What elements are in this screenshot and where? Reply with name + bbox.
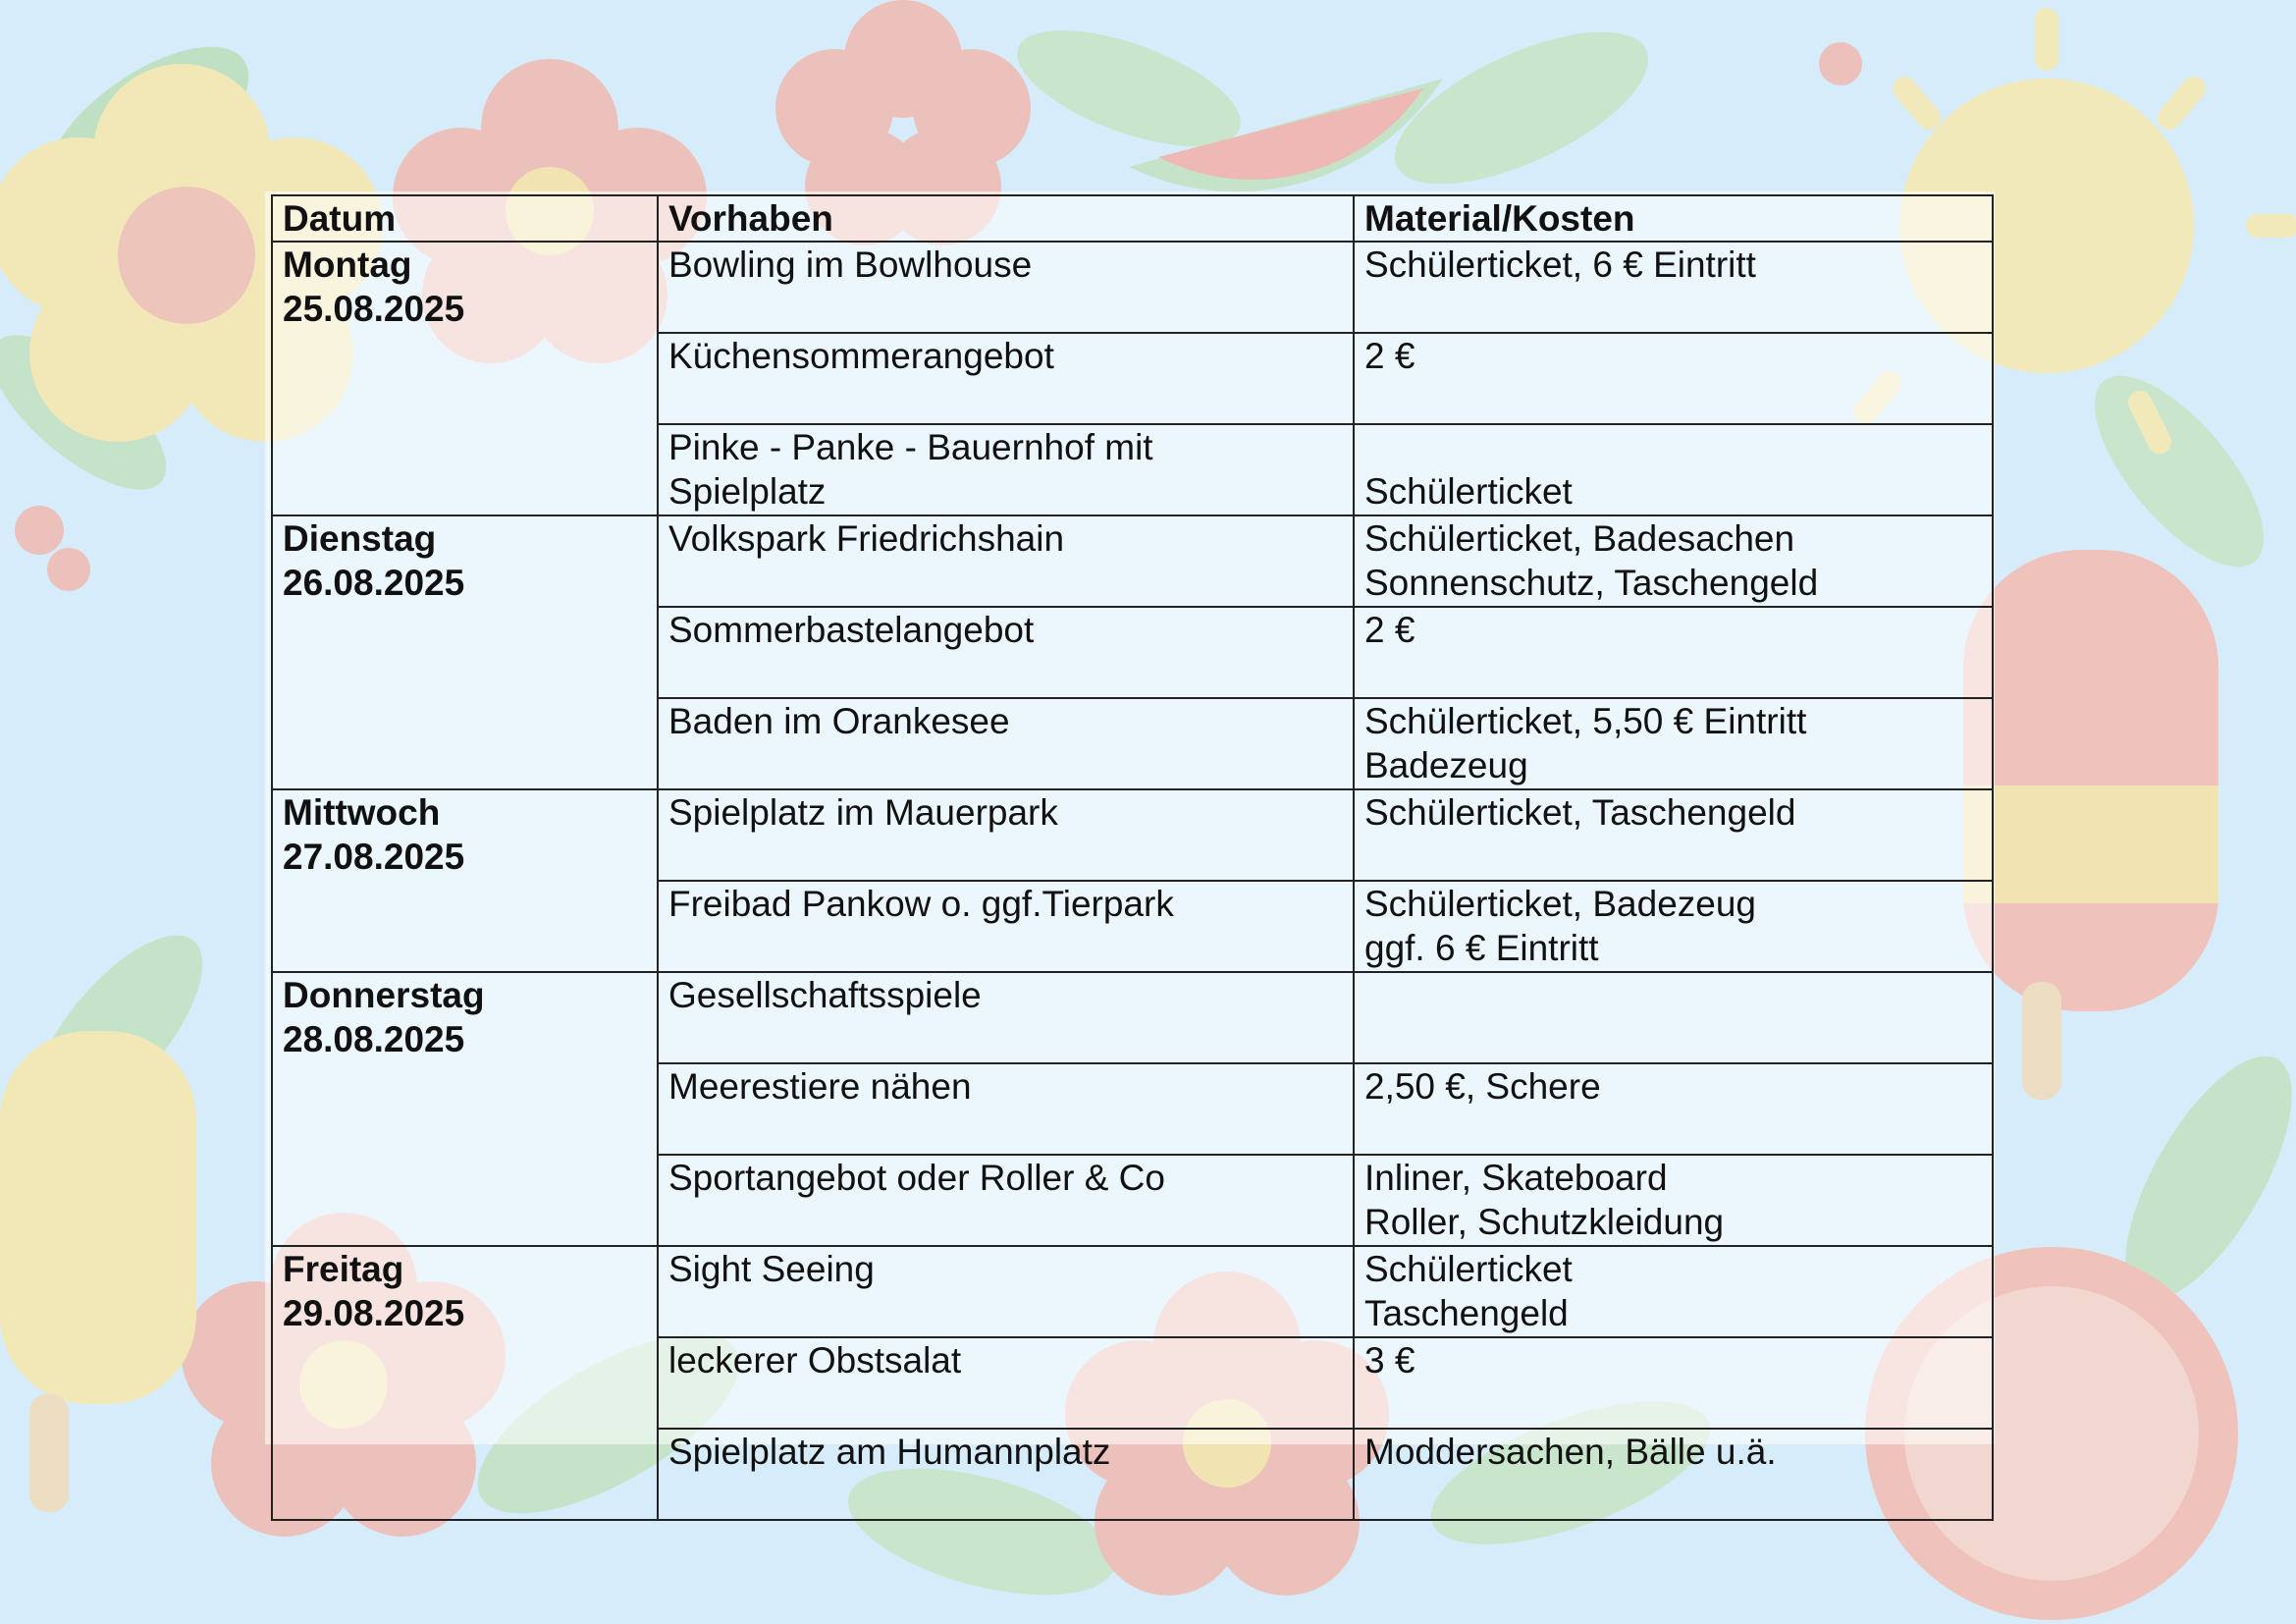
material-text: Schülerticket — [1364, 471, 1573, 512]
activity-cell — [658, 789, 1354, 881]
activity-text: Sportangebot oder Roller & Co — [668, 1158, 1165, 1198]
table-row — [272, 972, 1993, 1063]
table-row — [272, 515, 1993, 607]
material-cell — [1354, 424, 1993, 515]
material-text: Schülerticket, Taschengeld — [1364, 792, 1796, 833]
material-cell — [1354, 607, 1993, 698]
day-cell — [272, 1246, 658, 1520]
material-text: 3 € — [1364, 1340, 1415, 1380]
activity-text: Bowling im Bowlhouse — [668, 244, 1033, 285]
activity-text: Pinke - Panke - Bauernhof mit — [668, 427, 1153, 467]
material-text: Moddersachen, Bälle u.ä. — [1364, 1432, 1777, 1472]
header-row — [272, 195, 1993, 242]
table-row — [272, 242, 1993, 333]
day-cell — [272, 242, 658, 515]
date: 29.08.2025 — [283, 1293, 465, 1333]
activity-schedule-table — [271, 194, 1994, 1521]
activity-text: Küchensommerangebot — [668, 336, 1054, 376]
activity-text: Sight Seeing — [668, 1249, 875, 1289]
activity-text: Baden im Orankesee — [668, 701, 1010, 741]
material-cell — [1354, 1155, 1993, 1246]
material-cell — [1354, 1337, 1993, 1429]
table-row — [272, 1246, 1993, 1337]
activity-cell — [658, 1246, 1354, 1337]
date: 27.08.2025 — [283, 837, 465, 877]
date: 28.08.2025 — [283, 1019, 465, 1059]
activity-cell — [658, 424, 1354, 515]
table-row — [272, 789, 1993, 881]
weekday: Dienstag — [283, 518, 437, 559]
material-text — [1364, 425, 1982, 469]
activity-text: Spielplatz — [668, 471, 827, 512]
material-text: Schülerticket, Badezeug — [1364, 884, 1757, 924]
activity-cell — [658, 242, 1354, 333]
activity-cell — [658, 333, 1354, 424]
material-text: Schülerticket — [1364, 1249, 1573, 1289]
material-cell — [1354, 789, 1993, 881]
material-text: Roller, Schutzkleidung — [1364, 1202, 1725, 1242]
material-cell — [1354, 1429, 1993, 1520]
header-datum: Datum — [272, 195, 658, 242]
material-cell — [1354, 1246, 1993, 1337]
material-cell — [1354, 972, 1993, 1063]
header-material: Material/Kosten — [1354, 195, 1993, 242]
material-text: 2,50 €, Schere — [1364, 1066, 1601, 1107]
date: 25.08.2025 — [283, 289, 465, 329]
material-cell — [1354, 1063, 1993, 1155]
activity-text: Volkspark Friedrichshain — [668, 518, 1065, 559]
material-text: 2 € — [1364, 336, 1415, 376]
activity-text: Spielplatz am Humannplatz — [668, 1432, 1111, 1472]
material-text: 2 € — [1364, 610, 1415, 650]
activity-text: Spielplatz im Mauerpark — [668, 792, 1058, 833]
activity-cell — [658, 698, 1354, 789]
material-text: Taschengeld — [1364, 1293, 1569, 1333]
day-cell — [272, 972, 658, 1246]
material-text: Sonnenschutz, Taschengeld — [1364, 563, 1819, 603]
material-cell — [1354, 333, 1993, 424]
activity-cell — [658, 515, 1354, 607]
activity-text: leckerer Obstsalat — [668, 1340, 962, 1380]
day-cell — [272, 789, 658, 972]
header-vorhaben: Vorhaben — [658, 195, 1354, 242]
material-text: ggf. 6 € Eintritt — [1364, 928, 1599, 968]
weekday: Mittwoch — [283, 792, 441, 833]
material-text: Badezeug — [1364, 745, 1528, 785]
activity-cell — [658, 1155, 1354, 1246]
activity-cell — [658, 1429, 1354, 1520]
material-cell — [1354, 881, 1993, 972]
material-text: Inliner, Skateboard — [1364, 1158, 1668, 1198]
weekday: Donnerstag — [283, 975, 485, 1015]
date: 26.08.2025 — [283, 563, 465, 603]
activity-text: Meerestiere nähen — [668, 1066, 972, 1107]
material-text: Schülerticket, 5,50 € Eintritt — [1364, 701, 1807, 741]
activity-cell — [658, 1337, 1354, 1429]
material-text: Schülerticket, Badesachen — [1364, 518, 1795, 559]
activity-text: Sommerbastelangebot — [668, 610, 1035, 650]
activity-text: Freibad Pankow o. ggf.Tierpark — [668, 884, 1174, 924]
activity-cell — [658, 972, 1354, 1063]
activity-cell — [658, 607, 1354, 698]
day-cell — [272, 515, 658, 789]
activity-text: Gesellschaftsspiele — [668, 975, 982, 1015]
material-cell — [1354, 698, 1993, 789]
material-cell — [1354, 515, 1993, 607]
activity-cell — [658, 1063, 1354, 1155]
material-text: Schülerticket, 6 € Eintritt — [1364, 244, 1756, 285]
material-cell — [1354, 242, 1993, 333]
activity-cell — [658, 881, 1354, 972]
weekday: Montag — [283, 244, 412, 285]
weekday: Freitag — [283, 1249, 404, 1289]
